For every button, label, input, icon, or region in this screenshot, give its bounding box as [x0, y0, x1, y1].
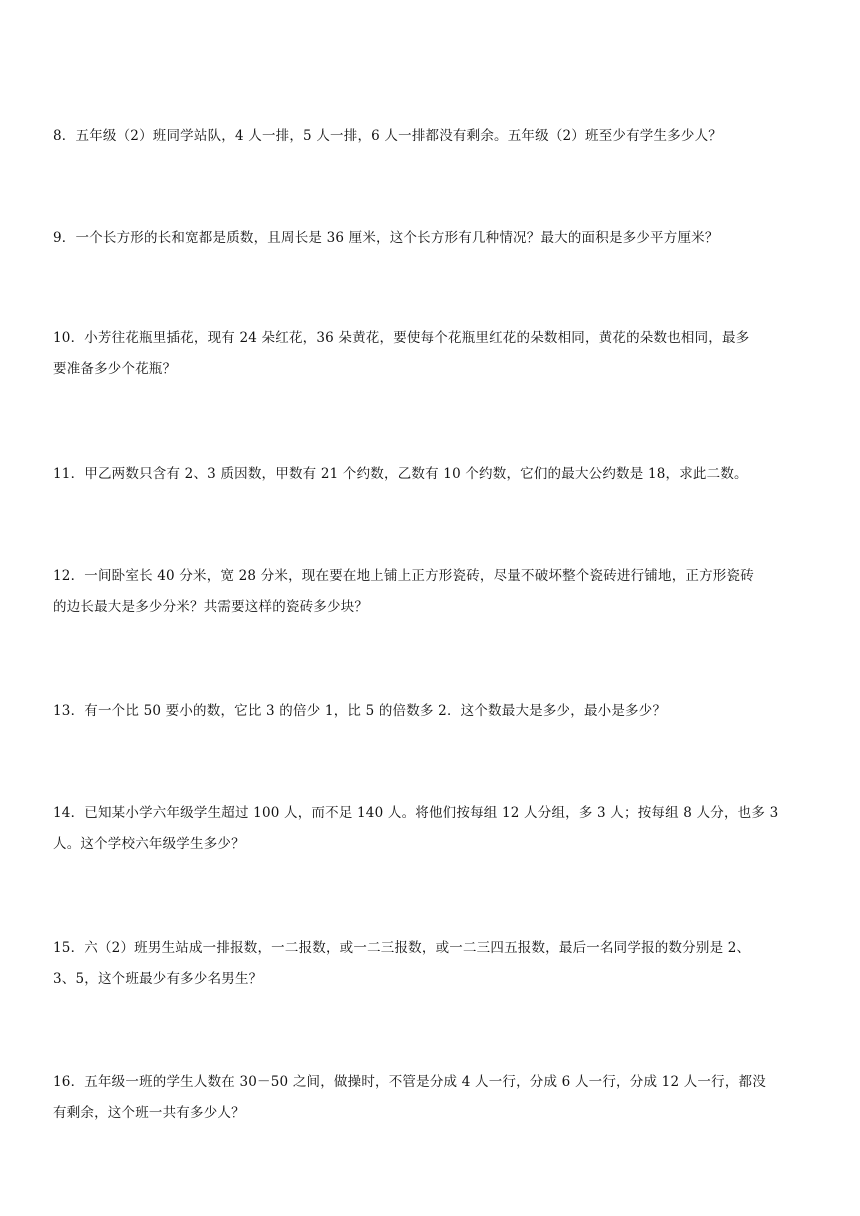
- question-text-line: 10．小芳往花瓶里插花，现有 24 朵红花，36 朵黄花，要使每个花瓶里红花的朵数相同，黄花的朵数也相同，最多: [53, 330, 750, 346]
- question-11: [53, 459, 813, 490]
- question-text-line: 8．五年级（2）班同学站队，4 人一排，5 人一排，6 人一排都没有剩余。五年级（2）班至少有学生多少人？: [53, 128, 723, 144]
- question-text-line: 3、5，这个班最少有多少名男生？: [53, 971, 263, 987]
- question-text-line: 9．一个长方形的长和宽都是质数，且周长是 36 厘米，这个长方形有几种情况？最大的面积是多少平方厘米？: [53, 230, 719, 246]
- question-10: [53, 323, 813, 385]
- question-text-line: 有剩余，这个班一共有多少人？: [53, 1105, 245, 1121]
- question-text-line: 人。这个学校六年级学生多少？: [53, 836, 245, 852]
- question-text-line: 16．五年级一班的学生人数在 30－50 之间，做操时，不管是分成 4 人一行，分成 6 人一行，分成 12 人一行，都没: [53, 1074, 766, 1090]
- question-16: [53, 1067, 813, 1129]
- question-15: [53, 933, 813, 995]
- question-text-line: 12．一间卧室长 40 分米，宽 28 分米，现在要在地上铺上正方形瓷砖，尽量不破坏整个瓷砖进行铺地，正方形瓷砖: [53, 568, 754, 584]
- question-text-line: 11．甲乙两数只含有 2、3 质因数，甲数有 21 个约数，乙数有 10 个约数，它们的最大公约数是 18，求此二数。: [53, 466, 748, 482]
- question-text-line: 14．已知某小学六年级学生超过 100 人，而不足 140 人。将他们按每组 12 人分组，多 3 人；按每组 8 人分，也多 3: [53, 805, 779, 821]
- question-14: [53, 798, 813, 860]
- question-text-line: 的边长最大是多少分米？共需要这样的瓷砖多少块？: [53, 599, 369, 615]
- question-text-line: 15．六（2）班男生站成一排报数，一二报数，或一二三报数，或一二三四五报数，最后一名同学报的数分别是 2、: [53, 940, 751, 956]
- question-8: [53, 121, 813, 152]
- question-12: [53, 561, 813, 623]
- question-text-line: 要准备多少个花瓶？: [53, 361, 177, 377]
- question-13: [53, 696, 813, 727]
- question-text-line: 13．有一个比 50 要小的数，它比 3 的倍少 1，比 5 的倍数多 2．这个数最大是多少，最小是多少？: [53, 703, 667, 719]
- question-9: [53, 223, 813, 254]
